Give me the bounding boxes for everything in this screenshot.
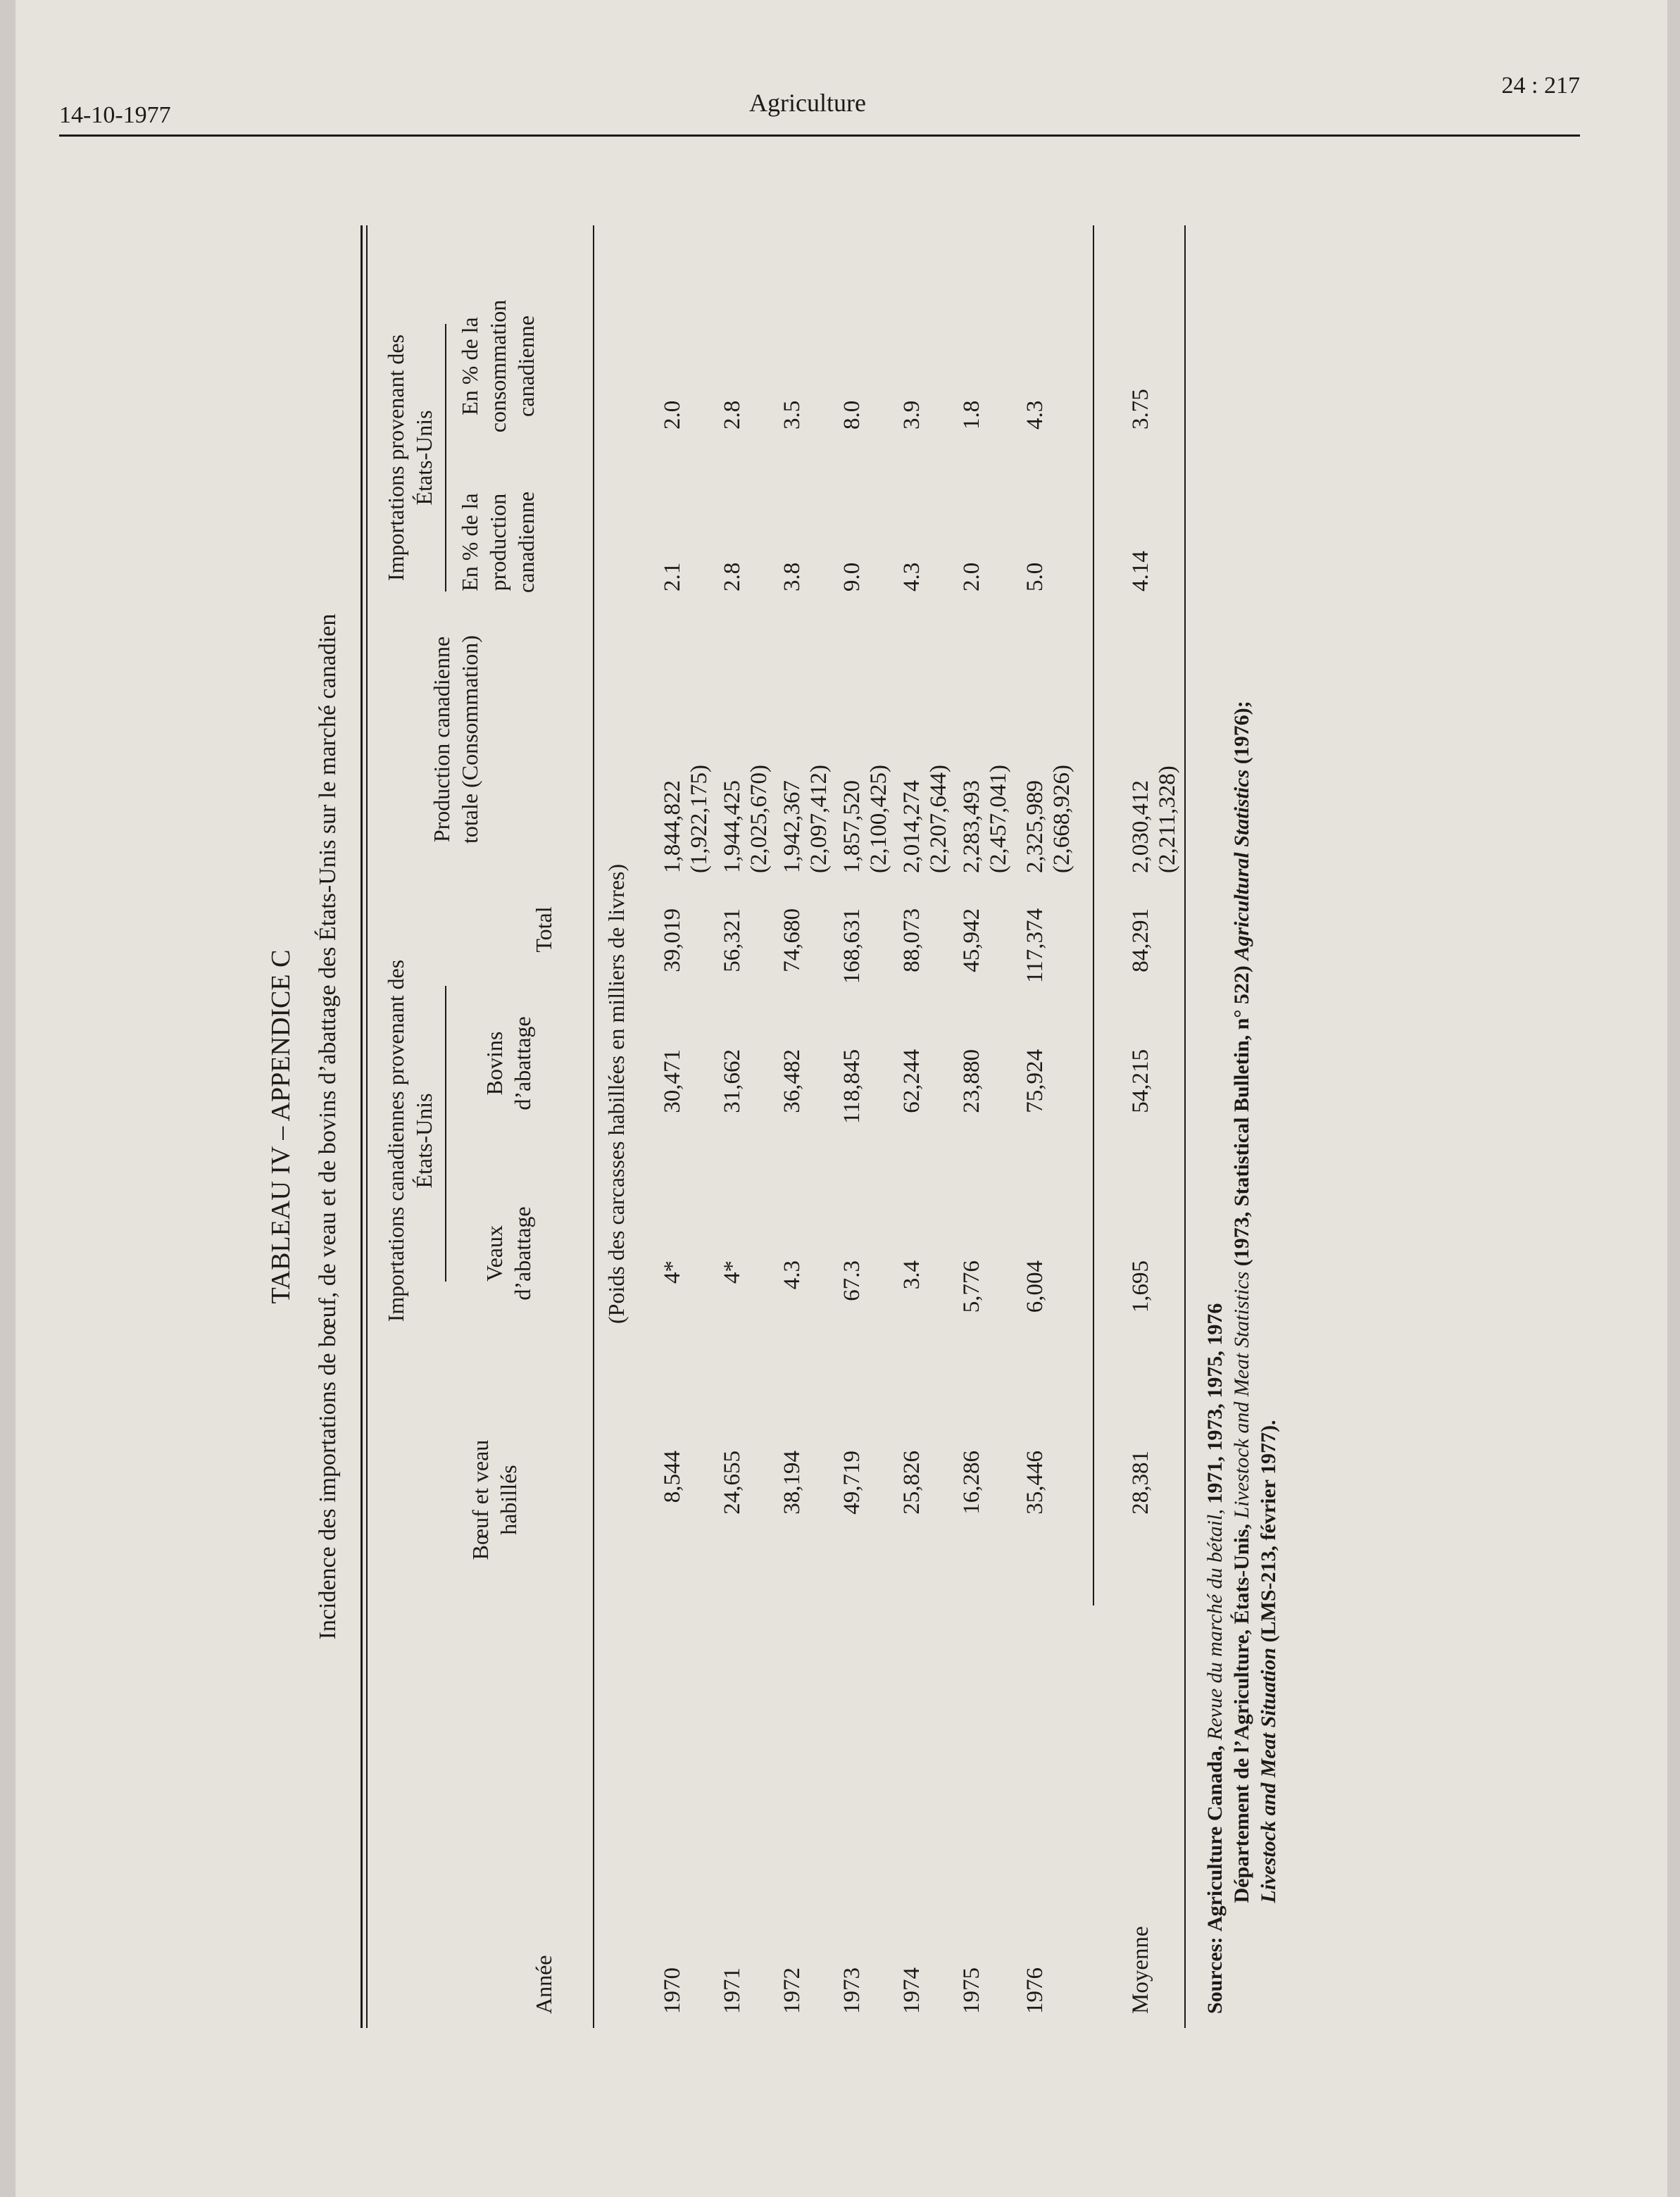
source-2b: Livestock and Meat Statistics — [1230, 1271, 1253, 1519]
cell-pct-production: 4.3 — [899, 562, 924, 592]
cell-beef: 35,446 — [1022, 1451, 1048, 1515]
cell-consumption: (2,207,644) — [926, 765, 951, 873]
cell-calves: 5,776 — [959, 1260, 984, 1313]
cell-cattle: 36,482 — [779, 1049, 805, 1113]
cell-pct-production: 4.14 — [1128, 551, 1153, 592]
cell-calves: 6,004 — [1022, 1260, 1048, 1313]
cell-calves: 1,695 — [1128, 1260, 1153, 1313]
cell-pct-consumption: 1.8 — [959, 400, 984, 430]
source-1c: 1971, 1973, 1975, 1976 — [1203, 1303, 1227, 1504]
header-page-number: 24 : 217 — [1501, 73, 1580, 99]
cell-production: 1,942,367 — [779, 780, 805, 873]
cell-pct-production: 3.8 — [779, 562, 805, 592]
source-3a: Livestock and Meat Situation — [1257, 1647, 1280, 1903]
cell-year: 1972 — [779, 1967, 805, 2014]
table-top-rule-2 — [366, 225, 368, 2028]
table-bottom-rule — [1184, 225, 1186, 2028]
col-header-total: Total — [531, 906, 556, 953]
cell-cattle: 62,244 — [899, 1049, 924, 1113]
rotated-table — [265, 225, 1336, 2028]
group-header-imports: Importations canadiennes provenant des États-Unis — [383, 959, 437, 1322]
cell-pct-consumption: 2.8 — [720, 400, 745, 430]
cell-year: Moyenne — [1128, 1926, 1153, 2014]
source-2d: Agricultural Statistics — [1230, 769, 1253, 960]
sources-label: Sources: — [1203, 1936, 1227, 2014]
cell-production: 1,944,425 — [720, 780, 745, 873]
source-2c: (1973, Statistical Bulletin, n° 522) — [1230, 965, 1253, 1267]
table-sources — [1202, 254, 1282, 2014]
cell-cattle: 23,880 — [959, 1049, 984, 1113]
cell-pct-production: 2.8 — [720, 562, 745, 592]
average-rule — [1093, 225, 1094, 1606]
table-title: TABLEAU IV – APPENDICE C — [266, 949, 296, 1304]
table-top-rule — [361, 225, 363, 2028]
cell-total: 117,374 — [1022, 908, 1048, 984]
cell-year: 1973 — [839, 1967, 865, 2014]
cell-consumption: (2,668,926) — [1049, 765, 1074, 873]
cell-beef: 16,286 — [959, 1451, 984, 1515]
header-date: 14-10-1977 — [59, 102, 171, 128]
cell-beef: 38,194 — [779, 1451, 805, 1515]
cell-calves: 4* — [720, 1260, 745, 1284]
cell-production: 2,283,493 — [959, 780, 984, 873]
cell-beef: 49,719 — [839, 1451, 865, 1515]
cell-consumption: (2,100,425) — [866, 765, 891, 873]
cell-year: 1974 — [899, 1967, 924, 2014]
source-3b: (LMS-213, février 1977). — [1257, 1420, 1280, 1643]
cell-pct-consumption: 4.3 — [1022, 400, 1048, 430]
cell-pct-consumption: 3.5 — [779, 400, 805, 430]
col-header-pct-production: En % de la production canadienne — [457, 492, 539, 593]
col-header-pct-consumption: En % de la consommation canadienne — [457, 299, 539, 433]
source-2a: Département de l’Agriculture, États-Unis, — [1230, 1523, 1253, 1903]
unit-note: (Poids des carcasses habillées en milliers de livres) — [603, 863, 629, 1324]
cell-pct-production: 5.0 — [1022, 562, 1048, 592]
cell-calves: 3.4 — [899, 1260, 924, 1290]
cell-total: 88,073 — [899, 908, 924, 972]
cell-cattle: 30,471 — [660, 1049, 685, 1113]
header-rule — [59, 134, 1580, 137]
cell-year: 1976 — [1022, 1967, 1048, 2014]
cell-pct-consumption: 8.0 — [839, 400, 865, 430]
cell-production: 2,014,274 — [899, 780, 924, 873]
group-header-imports-rule — [445, 986, 446, 1282]
source-2e: (1976); — [1230, 701, 1253, 765]
col-header-cattle: Bovins d’abattage — [482, 1016, 535, 1110]
cell-production: 1,844,822 — [660, 780, 685, 873]
document-page — [15, 0, 1667, 2197]
cell-pct-production: 2.0 — [959, 562, 984, 592]
cell-pct-consumption: 3.75 — [1128, 389, 1153, 430]
cell-pct-consumption: 3.9 — [899, 400, 924, 430]
running-header — [59, 67, 1580, 144]
cell-year: 1971 — [720, 1967, 745, 2014]
cell-total: 39,019 — [660, 908, 685, 972]
cell-year: 1970 — [660, 1967, 685, 2014]
cell-consumption: (2,097,412) — [806, 765, 832, 873]
header-section: Agriculture — [749, 89, 866, 117]
cell-year: 1975 — [959, 1967, 984, 2014]
cell-pct-production: 2.1 — [660, 562, 685, 592]
group-header-us-imports-rule — [445, 324, 446, 592]
group-header-us-imports: Importations provenant des États-Unis — [383, 334, 437, 582]
cell-consumption: (2,457,041) — [986, 765, 1011, 873]
cell-total: 84,291 — [1128, 908, 1153, 972]
cell-beef: 25,826 — [899, 1451, 924, 1515]
cell-total: 45,942 — [959, 908, 984, 972]
cell-calves: 67.3 — [839, 1260, 865, 1301]
table-subtitle: Incidence des importations de bœuf, de veau et de bovins d’abattage des États-Unis sur le marché canadien — [315, 613, 341, 1640]
cell-calves: 4.3 — [779, 1260, 805, 1290]
col-header-year: Année — [531, 1955, 556, 2014]
cell-consumption: (1,922,175) — [687, 765, 712, 873]
cell-beef: 28,381 — [1128, 1451, 1153, 1515]
cell-production: 2,030,412 — [1128, 780, 1153, 873]
cell-pct-consumption: 2.0 — [660, 400, 685, 430]
cell-calves: 4* — [660, 1260, 685, 1284]
cell-cattle: 31,662 — [720, 1049, 745, 1113]
cell-total: 74,680 — [779, 908, 805, 972]
cell-production: 2,325,989 — [1022, 780, 1048, 873]
cell-beef: 24,655 — [720, 1451, 745, 1515]
cell-consumption: (2,025,670) — [746, 765, 772, 873]
source-1b: Revue du marché du bétail, — [1203, 1509, 1227, 1741]
cell-total: 168,631 — [839, 908, 865, 984]
col-header-production: Production canadienne totale (Consommation) — [429, 635, 482, 844]
col-header-calves: Veaux d’abattage — [482, 1206, 535, 1301]
cell-cattle: 75,924 — [1022, 1049, 1048, 1113]
col-header-beef: Bœuf et veau habillés — [468, 1439, 521, 1560]
cell-beef: 8,544 — [660, 1451, 685, 1503]
cell-production: 1,857,520 — [839, 780, 865, 873]
cell-cattle: 118,845 — [839, 1049, 865, 1125]
cell-total: 56,321 — [720, 908, 745, 972]
source-1a: Agriculture Canada, — [1203, 1745, 1227, 1932]
cell-cattle: 54,215 — [1128, 1049, 1153, 1113]
cell-consumption: (2,211,328) — [1155, 765, 1180, 873]
header-bottom-rule — [593, 225, 594, 2028]
cell-pct-production: 9.0 — [839, 562, 865, 592]
